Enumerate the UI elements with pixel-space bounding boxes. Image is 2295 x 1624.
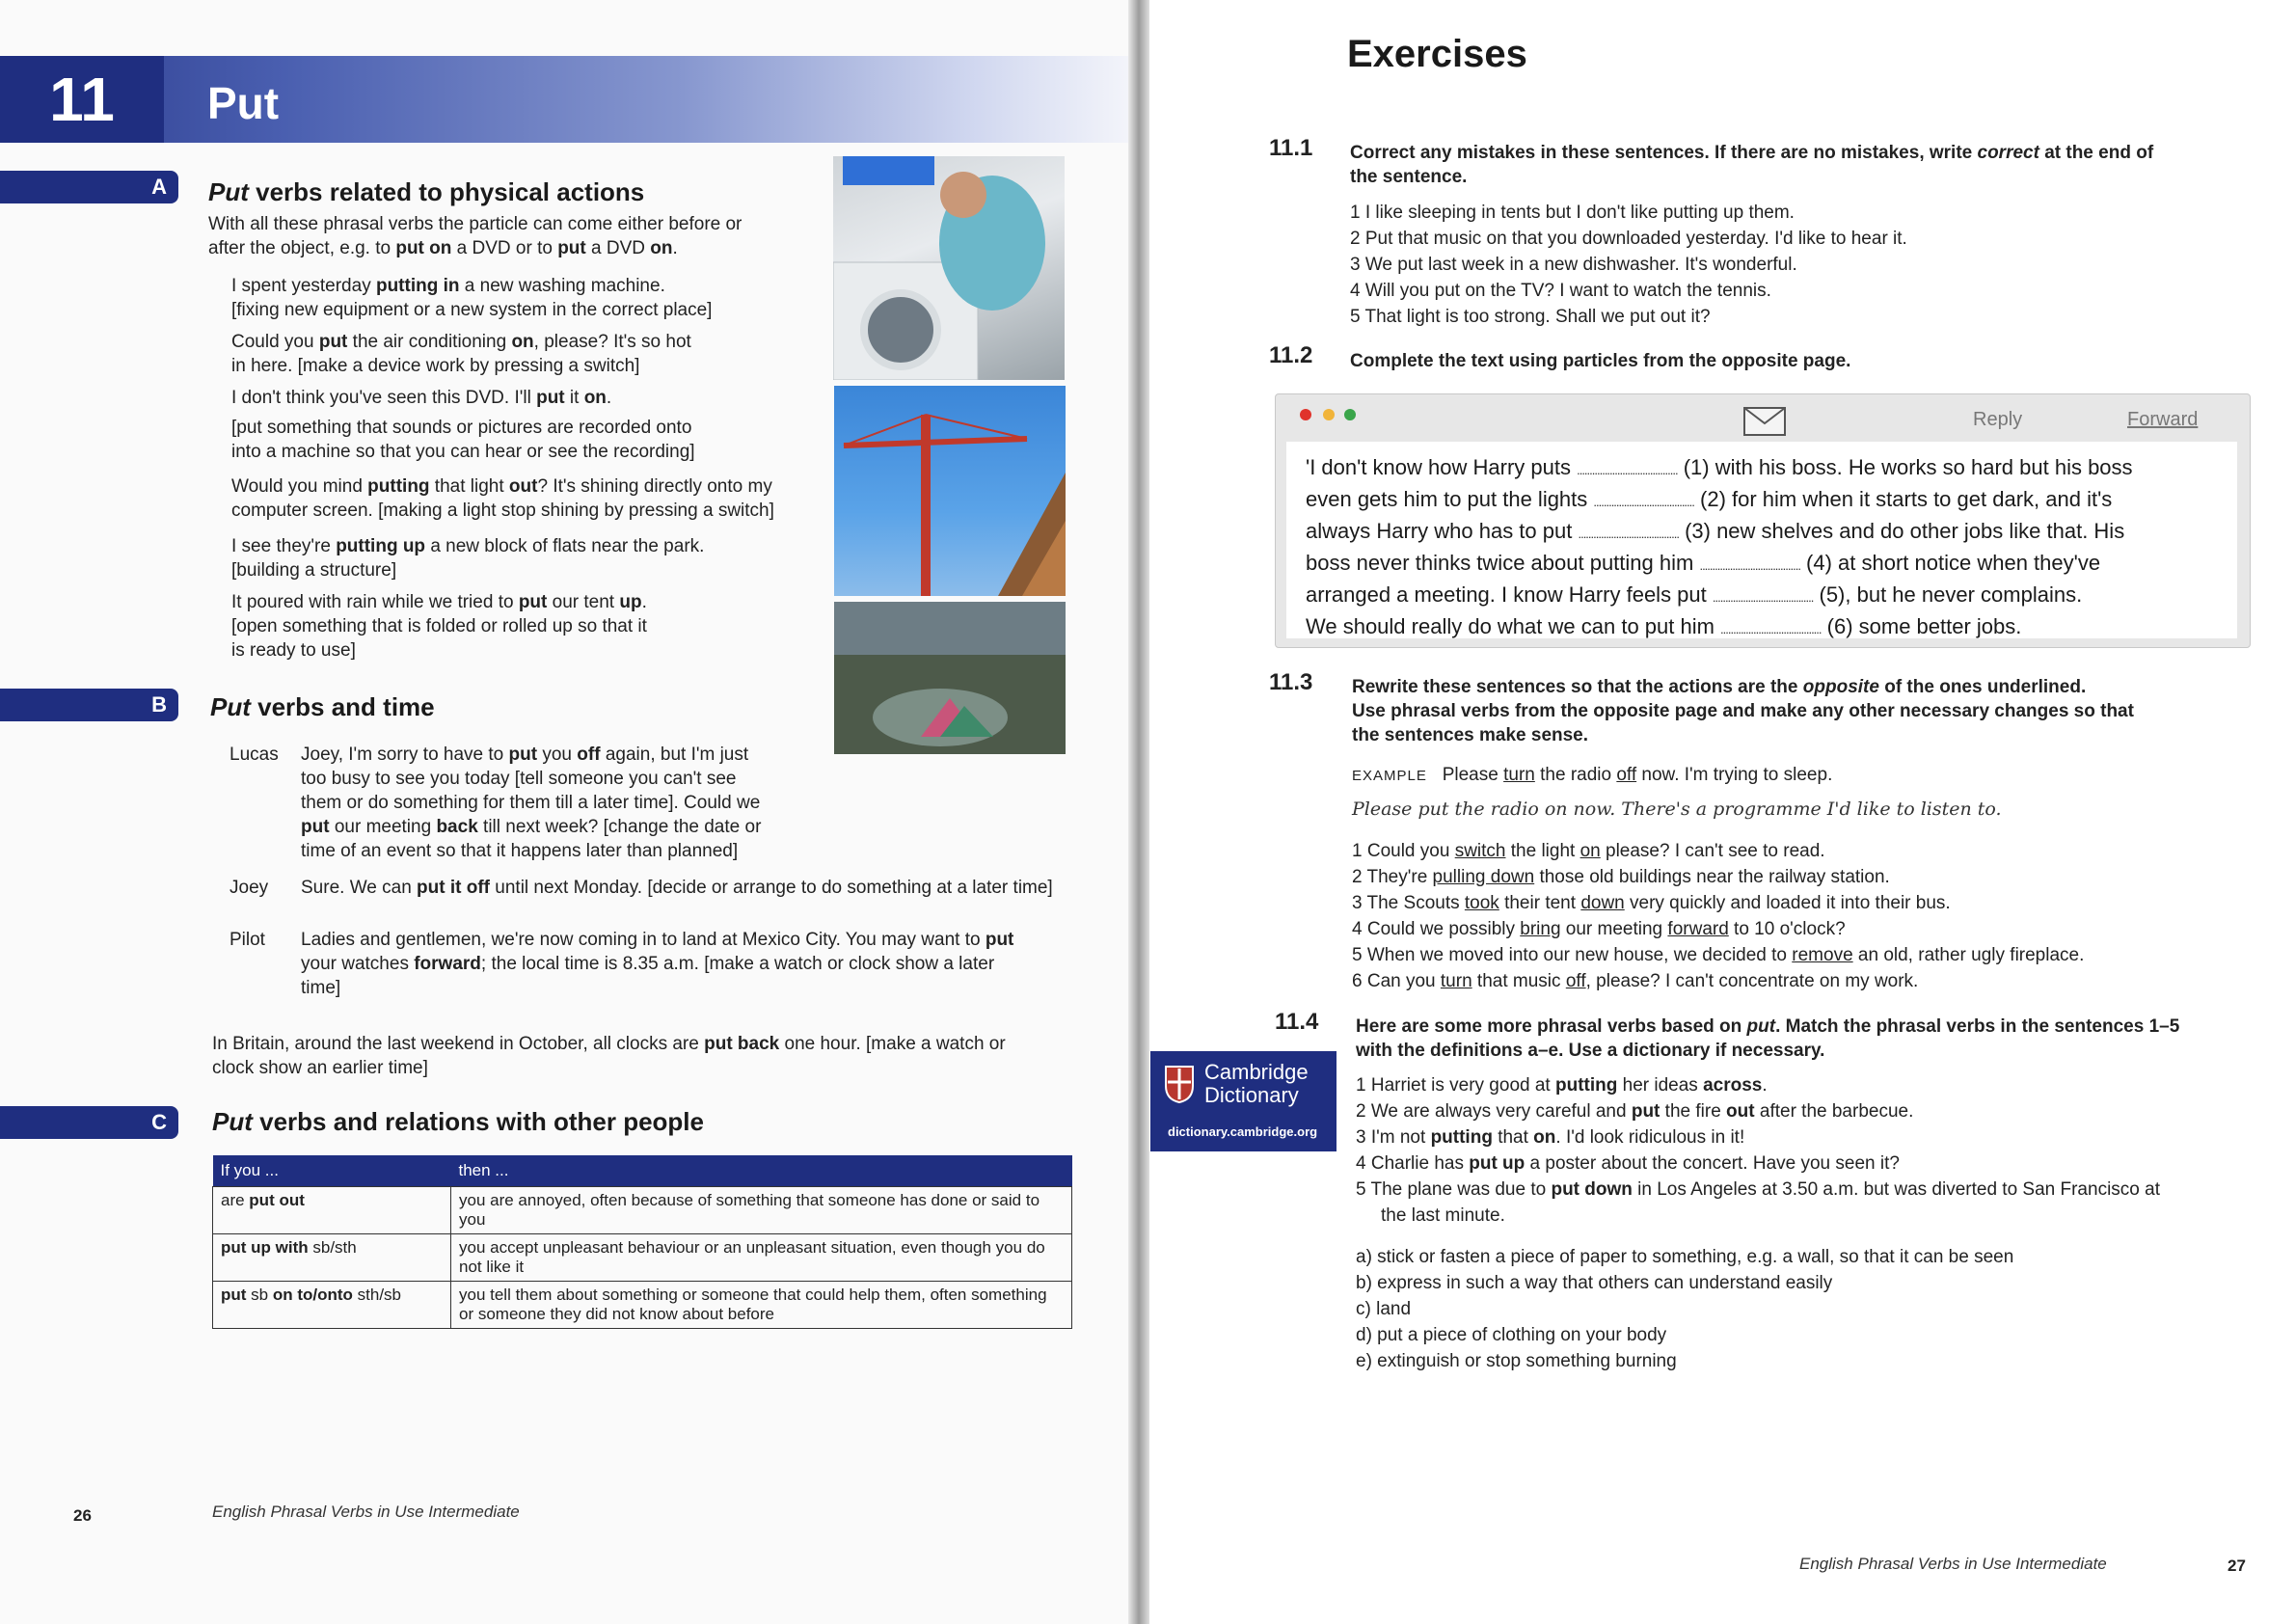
close-dot-icon[interactable] [1300,409,1311,420]
pilot-dialogue: Ladies and gentlemen, we're now coming in to land at Mexico City. You may want to put your watches forward; the local time is 8.35 a.m. [make a watch or clock show a later time] [301,930,1014,998]
list-item: 6 Can you turn that music off, please? I can't concentrate on my work. [1352,971,1919,991]
maximize-dot-icon[interactable] [1344,409,1356,420]
section-b-title: Put verbs and time [210,692,435,721]
list-item: 5 The plane was due to put down in Los Angeles at 3.50 a.m. but was diverted to San Francisco at [1356,1179,2160,1200]
example-answer: Please put the radio on now. There's a programme I'd like to listen to. [1352,798,2002,820]
section-b-tag: B [0,689,178,721]
speaker-joey: Joey [230,878,269,898]
exercise-11-1-number: 11.1 [1269,135,1313,161]
list-item: the last minute. [1381,1205,1505,1226]
list-item: b) express in such a way that others can understand easily [1356,1273,1833,1293]
logo-line-1: Cambridge [1204,1060,1309,1084]
table-cell: are put out [213,1187,451,1234]
logo-line-2: Dictionary [1204,1083,1299,1107]
section-a-example-4: Would you mind putting that light out? It's shining directly onto my computer screen. [making a light stop shining by pressing a switch] [231,476,774,521]
joey-dialogue: Sure. We can put it off until next Monday. [decide or arrange to do something at a later time] [301,878,1053,898]
exercise-11-2-number: 11.2 [1269,342,1313,368]
list-item: d) put a piece of clothing on your body [1356,1325,1667,1345]
list-item: e) extinguish or stop something burning [1356,1351,1677,1371]
envelope-icon[interactable] [1743,407,1786,441]
minimize-dot-icon[interactable] [1323,409,1335,420]
table-row [213,1282,1072,1329]
footer-left: English Phrasal Verbs in Use Intermediate [212,1502,520,1521]
page-number-left: 26 [73,1506,92,1525]
exercises-title: Exercises [1347,33,1527,75]
list-item: 4 Will you put on the TV? I want to watch the tennis. [1350,281,1771,301]
crest-icon [1164,1065,1195,1103]
table-cell: you accept unpleasant behaviour or an unpleasant situation, even though you do not like it [451,1234,1072,1282]
list-item: 1 Harriet is very good at putting her ideas across. [1356,1075,1768,1096]
exercise-11-3-number: 11.3 [1269,669,1313,695]
section-a-example-5: I see they're putting up a new block of flats near the park. [building a structure] [231,536,705,581]
speaker-lucas: Lucas [230,744,279,765]
list-item: 2 We are always very careful and put the fire out after the barbecue. [1356,1101,1914,1122]
book-spine [1128,0,1149,1624]
list-item: 3 We put last week in a new dishwasher. It's wonderful. [1350,255,1797,275]
exercise-11-1-instructions: Correct any mistakes in these sentences. If there are no mistakes, write correct at the end of the sentence. [1350,143,2154,187]
section-a-intro: With all these phrasal verbs the particle can come either before or after the object, e.g. to put on a DVD or to put a DVD on. [208,214,742,258]
table-row [213,1234,1072,1282]
exercise-11-3-items [1352,838,2258,994]
speaker-pilot: Pilot [230,930,265,950]
list-item: a) stick or fasten a piece of paper to something, e.g. a wall, so that it can be seen [1356,1247,2014,1267]
exercise-11-4-sentences [1356,1072,2262,1229]
crane-photo [834,386,1066,596]
exercise-11-3-instructions: Rewrite these sentences so that the actions are the opposite of the ones underlined. Use phrasal verbs from the opposite page and make any other necessary changes so that the sentences make sense. [1352,677,2134,745]
list-item: 5 When we moved into our new house, we decided to remove an old, rather ugly fireplace. [1352,945,2085,965]
logo-url: dictionary.cambridge.org [1168,1124,1318,1139]
table-cell: put sb on to/onto sth/sb [213,1282,451,1329]
page-number-right: 27 [2228,1556,2246,1575]
washing-machine-photo [833,156,1065,380]
table-header-cell: If you ... [213,1155,451,1187]
cambridge-dictionary-logo[interactable] [1150,1051,1336,1151]
reply-button[interactable]: Reply [1973,409,2023,430]
section-c-tag: C [0,1106,178,1139]
table-cell: put up with sb/sth [213,1234,451,1282]
list-item: 2 They're pulling down those old buildings near the railway station. [1352,867,1890,887]
tent-photo [834,602,1066,754]
email-text: 'I don't know how Harry puts ........................................ (1) with his boss. He works so hard but his boss even gets him to put the lights ........................................ (2) for him when it starts to get dark, and it's always Harry who has to put ........................................ (3) new shelves and do other jobs like that. His boss never thinks twice about putting him ........................................ (4) at short notice when they've arranged a meeting. I know Harry feels put ........................................ (5), but he never complains. We should really do what we can to put him ........................................ (6) some better jobs. [1306,455,2133,638]
table-row [213,1187,1072,1234]
list-item: 5 That light is too strong. Shall we put out it? [1350,307,1711,327]
list-item: 3 The Scouts took their tent down very quickly and loaded it into their bus. [1352,893,1951,913]
exercise-11-4-definitions [1356,1244,2243,1374]
section-a-tag: A [0,171,178,203]
list-item: 1 I like sleeping in tents but I don't like putting up them. [1350,203,1795,223]
unit-title: Put [207,78,280,128]
section-a-example-3: I don't think you've seen this DVD. I'll put it on. [put something that sounds or pictures are recorded onto into a machine so that you can hear or see the recording] [231,388,695,462]
list-item: 4 Could we possibly bring our meeting forward to 10 o'clock? [1352,919,1846,939]
forward-button[interactable]: Forward [2127,409,2199,430]
exercise-11-3-example: EXAMPLE Please turn the radio off now. I'm trying to sleep. [1352,765,1833,785]
exercise-11-2-instructions: Complete the text using particles from the opposite page. [1350,351,1851,371]
table-header-row [213,1155,1072,1187]
unit-header-bar [0,56,1138,143]
footer-right: English Phrasal Verbs in Use Intermediate [1799,1555,2107,1573]
exercise-11-4-number: 11.4 [1275,1009,1319,1035]
section-a-title: Put verbs related to physical actions [208,177,645,206]
unit-number: 11 [0,56,164,143]
table-header-cell: then ... [451,1155,1072,1187]
table-cell: you tell them about something or someone that could help them, often something or someone they did not know about before [451,1282,1072,1329]
lucas-dialogue: Joey, I'm sorry to have to put you off again, but I'm just too busy to see you today [tell someone you can't see them or do something for them till a later time]. Could we put our meeting back till next week? [change the date or time of an event so that it happens later than planned] [301,744,762,861]
exercise-11-4-instructions: Here are some more phrasal verbs based on put. Match the phrasal verbs in the sentences 1–5 with the definitions a–e. Use a dictionary if necessary. [1356,1016,2180,1061]
table-cell: you are annoyed, often because of something that someone has done or said to you [451,1187,1072,1234]
section-a-example-1: I spent yesterday putting in a new washing machine. [fixing new equipment or a new system in the correct place] [231,276,713,320]
list-item: 2 Put that music on that you downloaded yesterday. I'd like to hear it. [1350,229,1907,249]
britain-note: In Britain, around the last weekend in October, all clocks are put back one hour. [make a watch or clock show an earlier time] [212,1034,1006,1078]
list-item: c) land [1356,1299,1412,1319]
section-c-title: Put verbs and relations with other people [212,1107,704,1136]
list-item: 3 I'm not putting that on. I'd look ridiculous in it! [1356,1127,1745,1148]
exercise-11-1-items [1350,200,2218,330]
list-item: 4 Charlie has put up a poster about the concert. Have you seen it? [1356,1153,1900,1174]
put-verbs-table [212,1155,1072,1329]
list-item: 1 Could you switch the light on please? I can't see to read. [1352,841,1825,861]
section-a-example-6: It poured with rain while we tried to put our tent up. [open something that is folded or rolled up so that it is ready to use] [231,592,647,661]
section-a-example-2: Could you put the air conditioning on, please? It's so hot in here. [make a device work by pressing a switch] [231,332,691,376]
